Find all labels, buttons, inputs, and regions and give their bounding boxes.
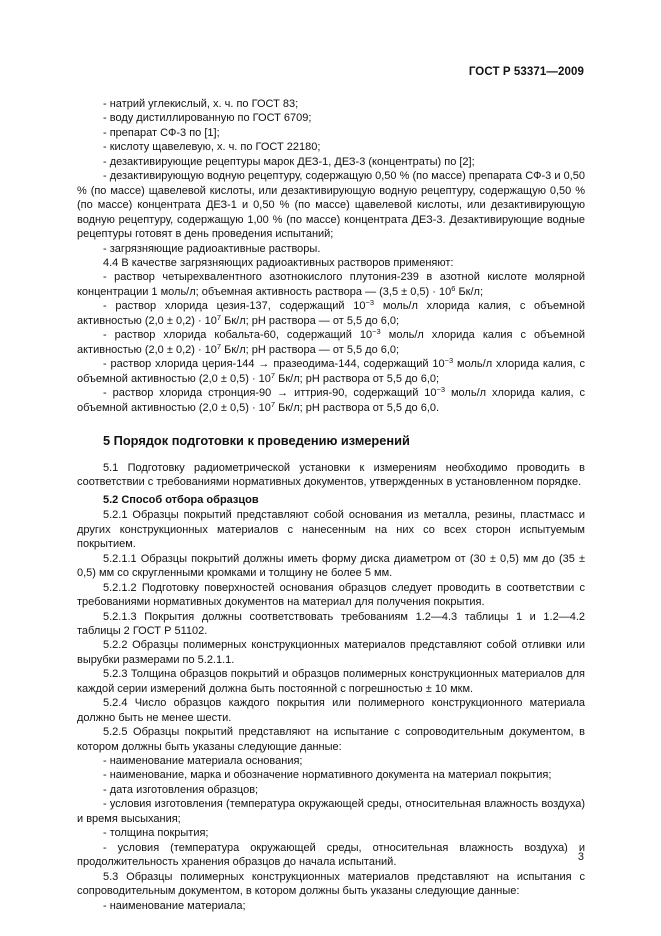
list-item: - натрий углекислый, х. ч. по ГОСТ 83; bbox=[103, 98, 299, 110]
paragraph-5-2-5: 5.2.5 Образцы покрытий представляют на испытание с сопроводительным документом, в котором должны быть указаны следующие данные: bbox=[77, 726, 585, 753]
list-item: - наименование материала основания; bbox=[103, 755, 303, 768]
list-item: - дата изготовления образцов; bbox=[103, 783, 259, 796]
list-item: - воду дистиллированную по ГОСТ 6709; bbox=[103, 112, 312, 125]
list-item: - наименование, марка и обозначение нормативного документа на материал покрытия; bbox=[103, 769, 552, 782]
document-body bbox=[77, 97, 585, 913]
page-number: 3 bbox=[577, 851, 584, 863]
list-item: - дезактивирующие рецептуры марок ДЕЗ-1, ДЕЗ-3 (концентраты) по [2]; bbox=[103, 155, 475, 168]
paragraph-5-1: 5.1 Подготовку радиометрической установки к измерениям необходимо проводить в соответствии с требованиями нормативных документов, утвержденных в установленном порядке. bbox=[77, 461, 585, 489]
list-item: - препарат СФ-3 по [1]; bbox=[103, 126, 220, 139]
list-item: - условия (температура окружающей среды, относительная влажность воздуха) и продолжительность хранения образцов до начала испытаний. bbox=[77, 841, 585, 869]
paragraph-5-2-2: 5.2.2 Образцы полимерных конструкционных материалов представляют собой отливки или вырубки размерами по 5.2.1.1. bbox=[77, 639, 585, 666]
document-header: ГОСТ Р 53371—2009 bbox=[468, 66, 584, 78]
solution-strontium: - раствор хлорида стронция-90 → иттрия-90, содержащий $10^{-3}$ моль/л хлорида калия, с объемной активностью $(2,0 \pm 0,5) \cdot 10^7$ Бк/л; pH раствора от 5,5 до 6,0. bbox=[77, 385, 585, 414]
list-item: - загрязняющие радиоактивные растворы. bbox=[103, 242, 321, 255]
solution-cesium: - раствор хлорида цезия-137, содержащий $10^{-3}$ моль/л хлорида калия, с объемной активностью $(2,0 \pm 0,2) \cdot 10^7$ Бк/л; pH раствора — от 5,5 до 6,0; bbox=[77, 298, 586, 327]
paragraph-5-2-3: 5.2.3 Толщина образцов покрытий и образцов полимерных конструкционных материалов для каждой серии измерений должна быть постоянной с погрешностью ± 10 мкм. bbox=[77, 668, 585, 695]
paragraph-5-2-1-2: 5.2.1.2 Подготовку поверхностей основания образцов следует проводить в соответствии с требованиями нормативных документов на материал для получения покрытия. bbox=[77, 581, 585, 609]
paragraph-5-2-1: 5.2.1 Образцы покрытий представляют собой основания из металла, резины, пластмасс и других конструкционных материалов с нанесенным на них со всех сторон испытуемым покрытием. bbox=[77, 509, 585, 551]
list-item: - наименование материала; bbox=[103, 899, 246, 912]
paragraph-4-4: 4.4 В качестве загрязняющих радиоактивных растворов применяют: bbox=[103, 256, 454, 269]
list-item: - дезактивирующую водную рецептуру, содержащую 0,50 % (по массе) препарата СФ-3 и 0,50 % (по массе) щавелевой кислоты, или дезактивирующую водную рецептуру, содержащую 0,50 % (по массе) концентрата ДЕЗ-1 и 0,50 % (по массе) щавелевой кислоты, или дезактивирующую водную рецептуру, содержащую 1,00 % (по массе) концентрата ДЕЗ-3. Дезактивирующие водные рецептуры готовят в день проведения испытаний; bbox=[77, 170, 585, 241]
paragraph-5-2-1-1: 5.2.1.1 Образцы покрытий должны иметь форму диска диаметром от (30 ± 0,5) мм до (35 ± 0,5) мм со скругленными кромками и толщину не более 5 мм. bbox=[77, 552, 585, 580]
list-item: - условия изготовления (температура окружающей среды, относительная влажность воздуха) и время высыхания; bbox=[77, 798, 585, 825]
paragraph-5-2-4: 5.2.4 Число образцов каждого покрытия или полимерного конструкционного материала должно быть не менее шести. bbox=[77, 697, 585, 724]
paragraph-5-3: 5.3 Образцы полимерных конструкционных материалов представляют на испытания с сопроводительным документом, в котором должны быть указаны следующие данные: bbox=[77, 870, 585, 898]
solution-plutonium: - раствор четырехвалентного азотнокислого плутония-239 в азотной кислоте молярной концентрации 1 моль/л; объемная активность раствора — $(3,5 \pm 0,5) \cdot 10^6$ Бк/л; bbox=[77, 271, 585, 298]
paragraph-5-2-1-3: 5.2.1.3 Покрытия должны соответствовать требованиям 1.2—4.3 таблицы 1 и 1.2—4.2 таблицы 2 ГОСТ Р 51102. bbox=[77, 610, 585, 637]
list-item: - кислоту щавелевую, х. ч. по ГОСТ 22180; bbox=[103, 141, 321, 154]
section-5-heading: 5 Порядок подготовки к проведению измерений bbox=[103, 432, 410, 448]
section-5-2-heading: 5.2 Способ отбора образцов bbox=[103, 493, 259, 506]
solution-cobalt: - раствор хлорида кобальта-60, содержащий $10^{-3}$ моль/л хлорида калия с объемной активностью $(2,0 \pm 0,2) \cdot 10^7$ Бк/л; pH раствора — от 5,5 до 6,0; bbox=[77, 327, 586, 356]
list-item: - толщина покрытия; bbox=[103, 827, 209, 840]
solution-cerium: - раствор хлорида церия-144 → празеодима-144, содержащий $10^{-3}$ моль/л хлорида калия, с объемной активностью $(2,0 \pm 0,5) \cdot 10^7$ Бк/л; pH раствора от 5,5 до 6,0; bbox=[77, 356, 585, 385]
